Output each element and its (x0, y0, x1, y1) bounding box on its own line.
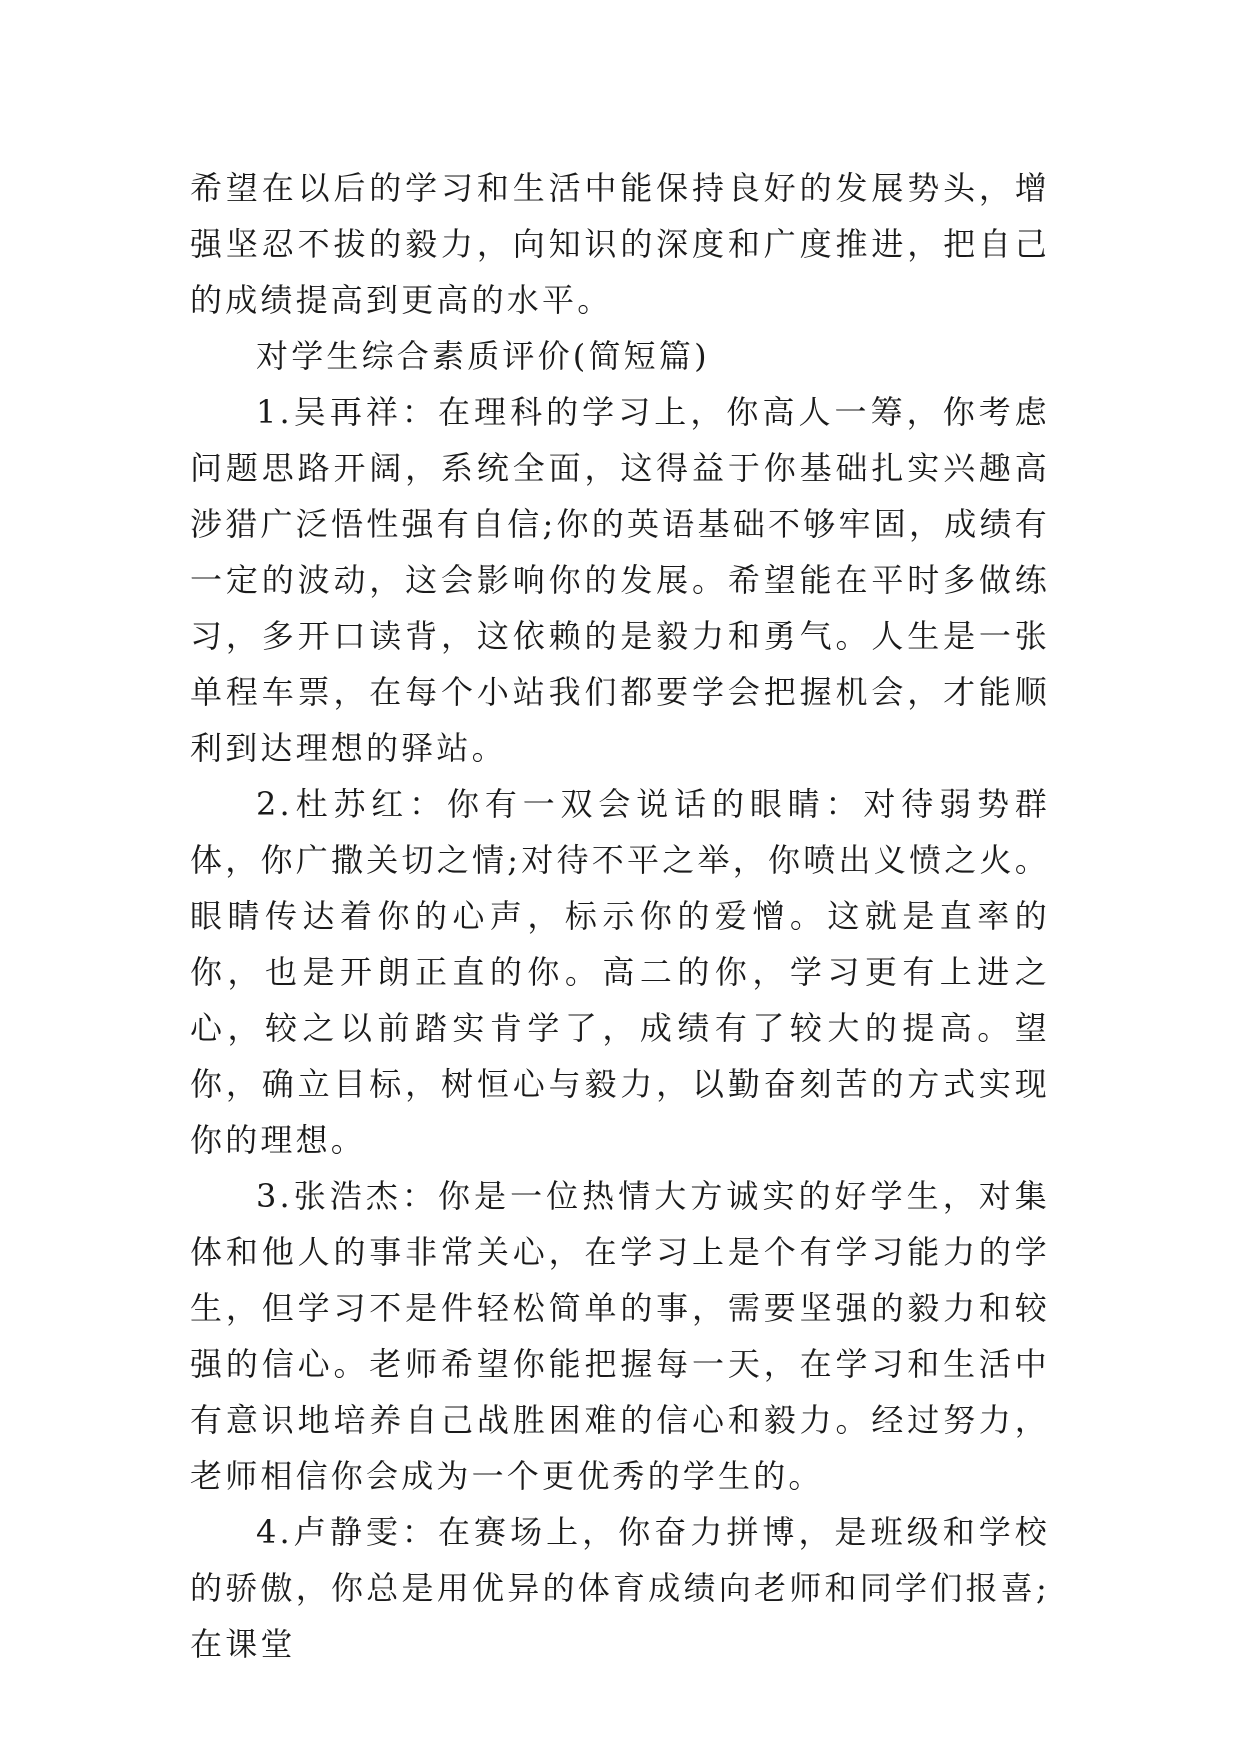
section-heading: 对学生综合素质评价(简短篇) (256, 337, 710, 375)
paragraph-student-2: 2.杜苏红：你有一双会说话的眼睛：对待弱势群体，你广撒关切之情;对待不平之举，你喷出义愤之火。眼睛传达着你的心声，标示你的爱憎。这就是直率的你，也是开朗正直的你。高二的你，学习更有上进之心，较之以前踏实肯学了，成绩有了较大的提高。望你，确立目标，树恒心与毅力，以勤奋刻苦的方式实现你的理想。 (190, 785, 1050, 1159)
paragraph-student-1: 1.吴再祥：在理科的学习上，你高人一筹，你考虑问题思路开阔，系统全面，这得益于你基础扎实兴趣高涉猎广泛悟性强有自信;你的英语基础不够牢固，成绩有一定的波动，这会影响你的发展。希望能在平时多做练习，多开口读背，这依赖的是毅力和勇气。人生是一张单程车票，在每个小站我们都要学会把握机会，才能顺利到达理想的驿站。 (190, 393, 1050, 767)
paragraph-continuation: 希望在以后的学习和生活中能保持良好的发展势头，增强坚忍不拔的毅力，向知识的深度和广度推进，把自己的成绩提高到更高的水平。 (190, 169, 1050, 319)
paragraph-student-3: 3.张浩杰：你是一位热情大方诚实的好学生，对集体和他人的事非常关心，在学习上是个有学习能力的学生，但学习不是件轻松简单的事，需要坚强的毅力和较强的信心。老师希望你能把握每一天，在学习和生活中有意识地培养自己战胜困难的信心和毅力。经过努力，老师相信你会成为一个更优秀的学生的。 (190, 1177, 1050, 1495)
paragraph-student-4: 4.卢静雯：在赛场上，你奋力拼博，是班级和学校的骄傲，你总是用优异的体育成绩向老师和同学们报喜;在课堂 (190, 1513, 1050, 1663)
body-text (190, 160, 1050, 1672)
